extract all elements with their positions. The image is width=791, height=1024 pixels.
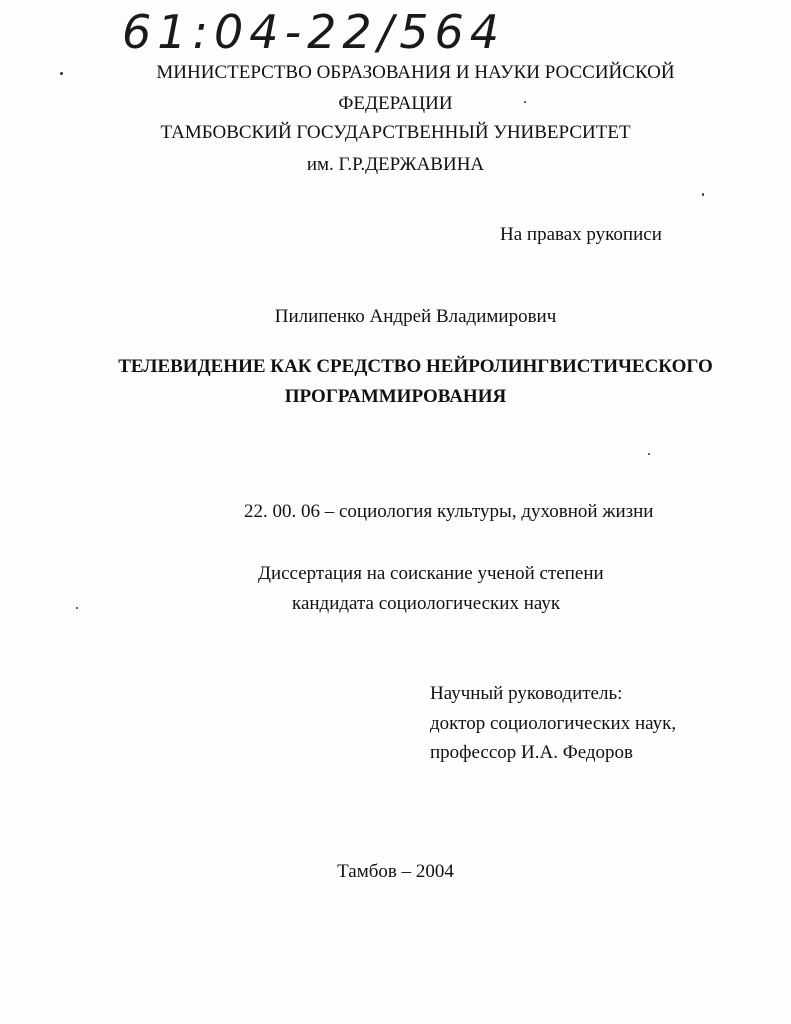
scan-speck xyxy=(702,193,704,196)
ministry-line-2: ФЕДЕРАЦИИ xyxy=(338,93,453,114)
degree-line-2: кандидата социологических наук xyxy=(292,593,561,614)
handwritten-archive-number xyxy=(118,2,498,60)
university-honorific: им. Г.Р.ДЕРЖАВИНА xyxy=(306,154,485,175)
dissertation-title-line-2: ПРОГРАММИРОВАНИЯ xyxy=(284,386,507,407)
scan-speck xyxy=(524,101,526,103)
author-name: Пилипенко Андрей Владимирович xyxy=(274,306,557,327)
ministry-line-1: МИНИСТЕРСТВО ОБРАЗОВАНИЯ И НАУКИ РОССИЙСКОЙ xyxy=(156,62,675,83)
specialty-code: 22. 00. 06 – социология культуры, духовной жизни xyxy=(244,501,654,522)
supervisor-name: профессор И.А. Федоров xyxy=(430,742,634,763)
scan-speck xyxy=(76,607,78,609)
supervisor-degree: доктор социологических наук, xyxy=(430,713,677,734)
scan-speck xyxy=(648,453,650,455)
degree-line-1: Диссертация на соискание ученой степени xyxy=(258,563,604,584)
city-year: Тамбов – 2004 xyxy=(337,861,454,882)
university-title: ТАМБОВСКИЙ ГОСУДАРСТВЕННЫЙ УНИВЕРСИТЕТ xyxy=(160,122,631,143)
supervisor-label: Научный руководитель: xyxy=(430,683,623,704)
scan-speck xyxy=(60,72,63,75)
manuscript-rights-note: На правах рукописи xyxy=(500,224,662,245)
dissertation-title-line-1: ТЕЛЕВИДЕНИЕ КАК СРЕДСТВО НЕЙРОЛИНГВИСТИЧЕСКОГО xyxy=(118,356,713,377)
stamp-text: 61:04-22/564 xyxy=(122,5,498,59)
